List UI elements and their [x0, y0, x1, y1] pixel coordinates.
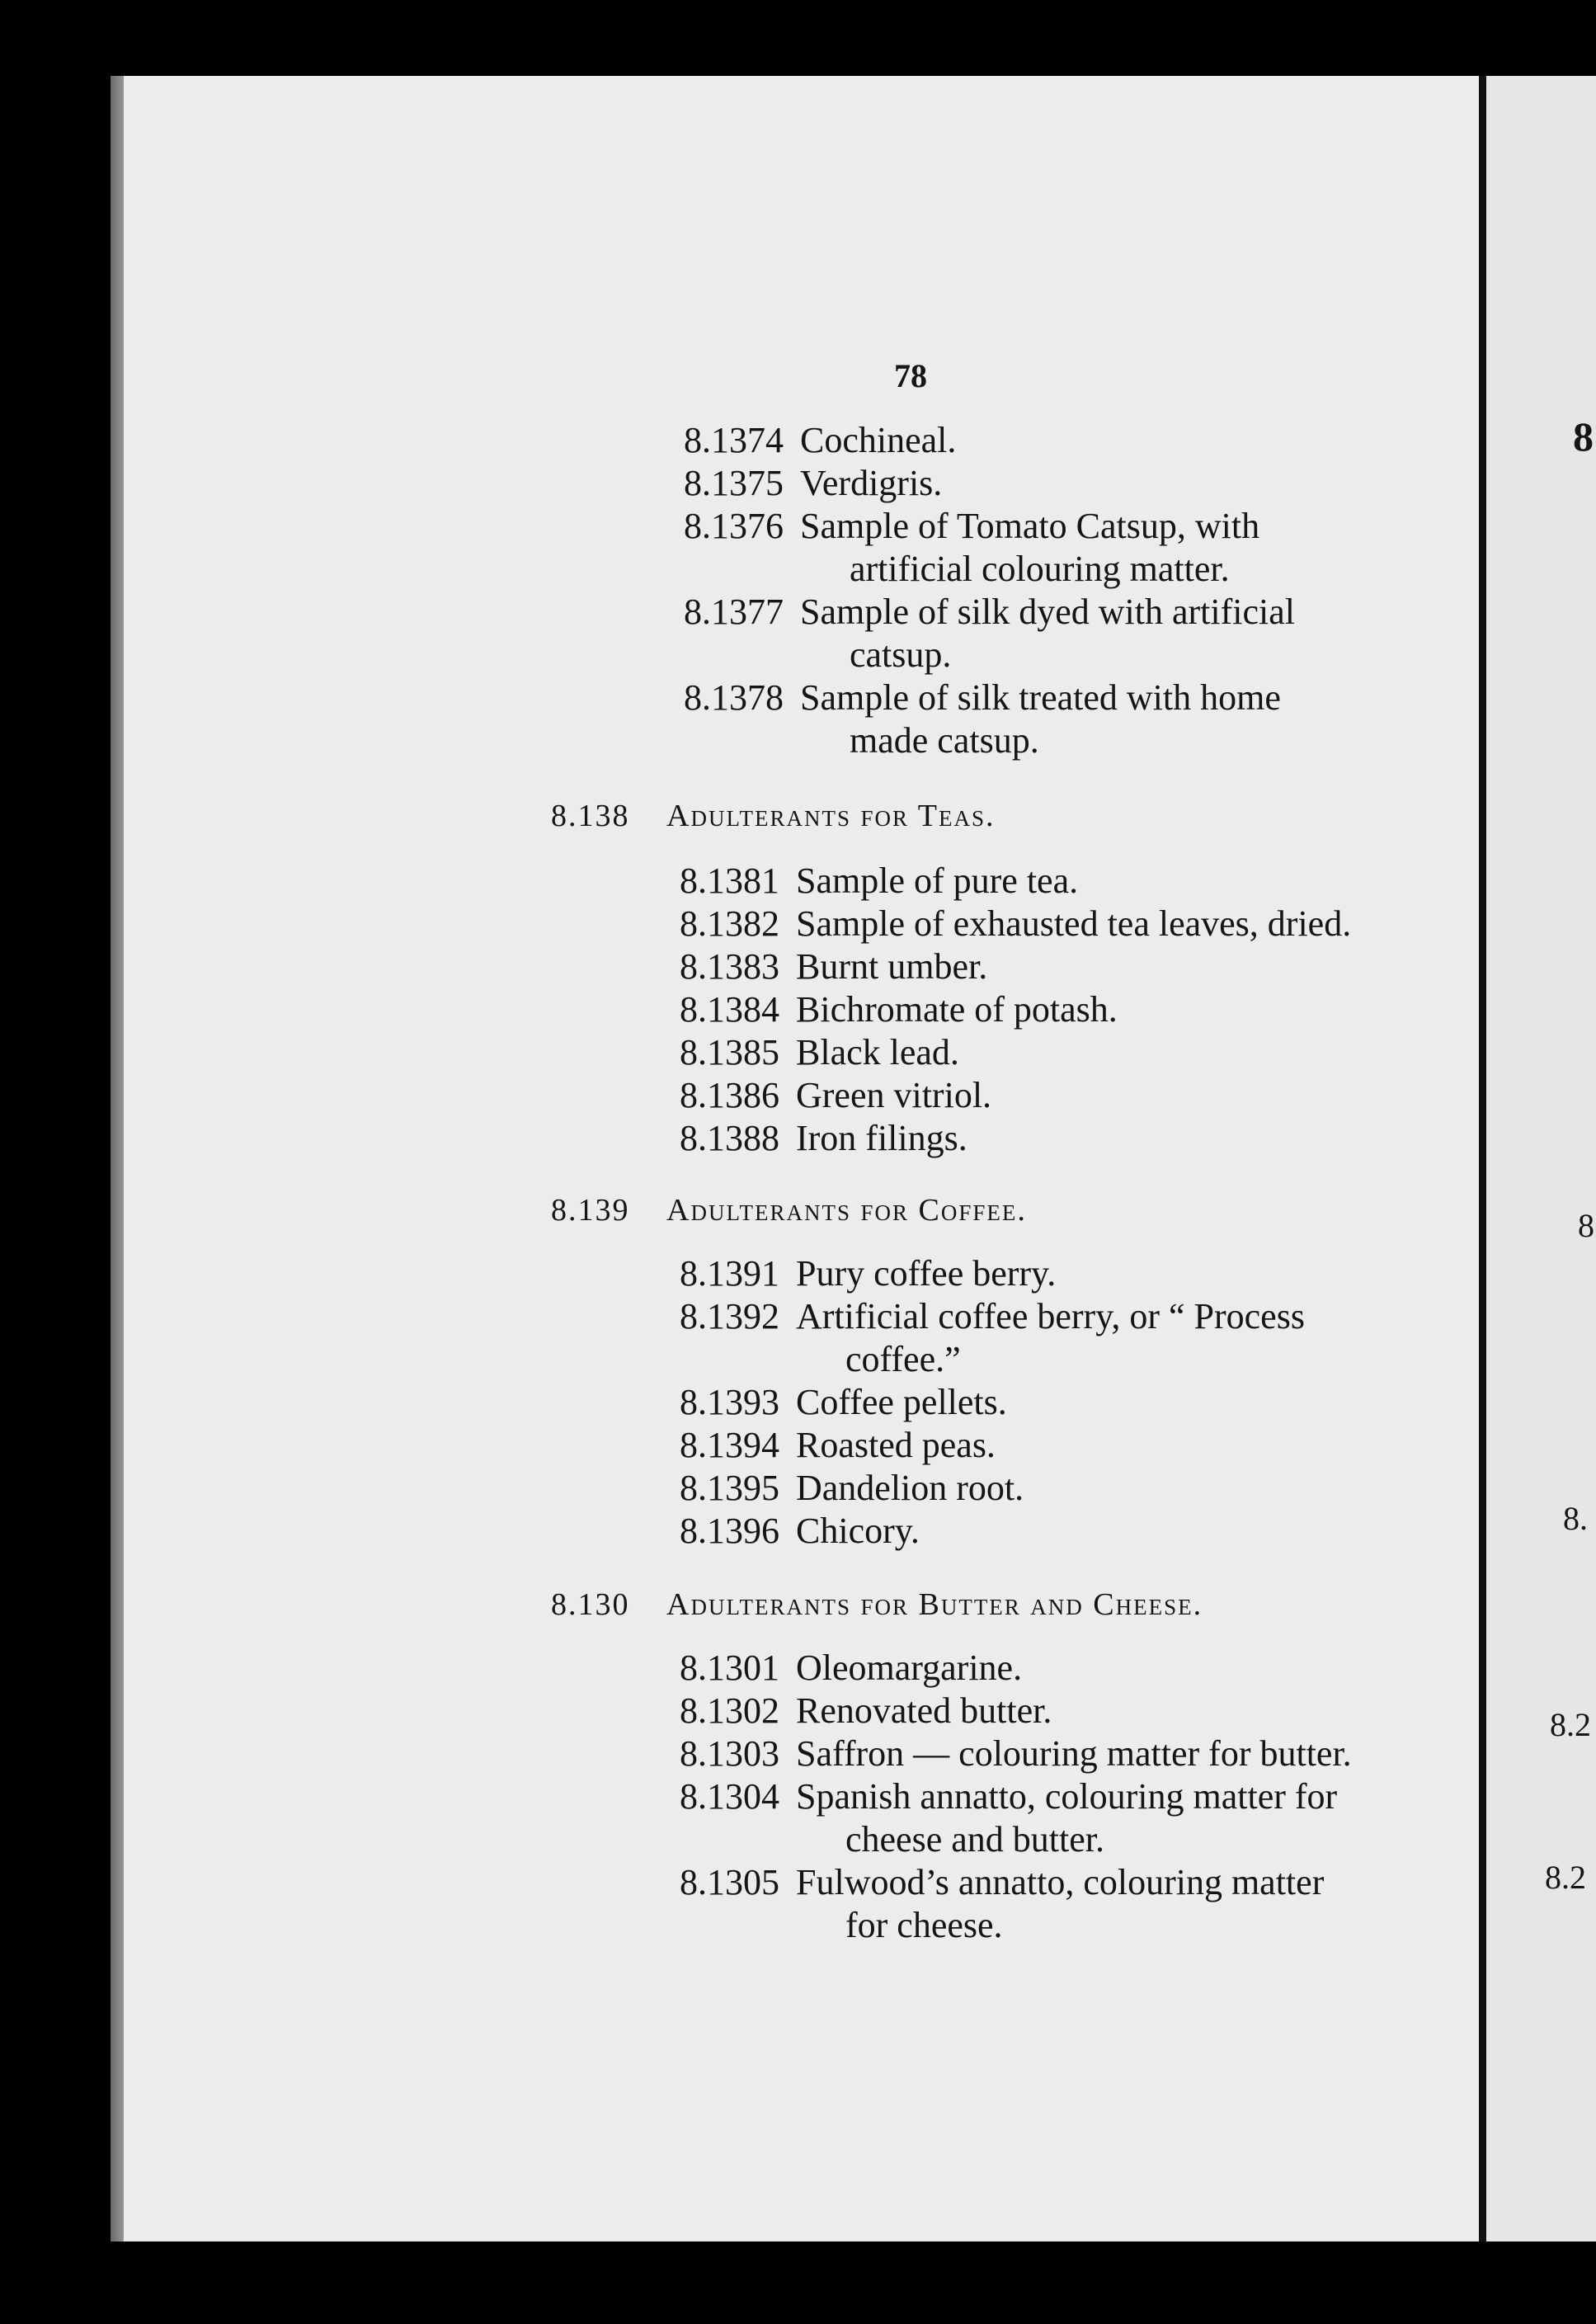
section-title: Adulterants for Teas. — [666, 799, 996, 833]
item-text: Artificial coffee berry, or “ Process — [796, 1296, 1305, 1336]
item-text-continued: artificial colouring matter. — [850, 549, 1230, 589]
section-title: Adulterants for Coffee. — [666, 1193, 1027, 1228]
item-number: 8.1381 — [680, 860, 779, 901]
item-text: Saffron — colouring matter for butter. — [796, 1733, 1352, 1774]
item-number: 8.1391 — [680, 1253, 779, 1294]
item-text: Roasted peas. — [796, 1425, 996, 1465]
item-text: Burnt umber. — [796, 946, 988, 987]
item-number: 8.1394 — [680, 1425, 779, 1465]
next-page-fragment: 8. — [1563, 1500, 1588, 1537]
item-text: Sample of pure tea. — [796, 860, 1079, 901]
item-number: 8.1382 — [680, 903, 779, 944]
item-number: 8.1378 — [684, 677, 784, 718]
item-text: Sample of silk treated with home — [800, 677, 1281, 718]
item-text: Renovated butter. — [796, 1690, 1052, 1731]
item-number: 8.1302 — [680, 1690, 779, 1731]
next-page-fragment: 8 — [1578, 1207, 1594, 1244]
item-text: Coffee pellets. — [796, 1382, 1007, 1422]
item-text: Dandelion root. — [796, 1468, 1024, 1508]
item-number: 8.1303 — [680, 1733, 779, 1774]
item-text: Iron filings. — [796, 1118, 967, 1158]
section-title: Adulterants for Butter and Cheese. — [666, 1587, 1203, 1622]
item-text-continued: coffee.” — [845, 1339, 961, 1379]
section-heading — [551, 797, 996, 835]
section-heading — [551, 1191, 1027, 1229]
item-number: 8.1386 — [680, 1075, 779, 1115]
item-text: Green vitriol. — [796, 1075, 992, 1115]
item-text: Bichromate of potash. — [796, 989, 1118, 1030]
item-text: Chicory. — [796, 1511, 920, 1551]
item-text: Sample of silk dyed with artificial — [800, 592, 1295, 632]
next-page-edge — [1487, 76, 1596, 2242]
section-number: 8.130 — [551, 1587, 630, 1622]
section-number: 8.139 — [551, 1193, 630, 1228]
section-heading — [551, 1586, 1203, 1624]
item-text: Verdigris. — [800, 463, 943, 503]
page-gutter — [1479, 76, 1486, 2242]
item-number: 8.1388 — [680, 1118, 779, 1158]
item-number: 8.1377 — [684, 592, 784, 632]
item-text-continued: catsup. — [850, 634, 952, 675]
item-number: 8.1305 — [680, 1862, 779, 1902]
item-text: Black lead. — [796, 1032, 959, 1072]
item-number: 8.1376 — [684, 506, 784, 546]
item-number: 8.1383 — [680, 946, 779, 987]
item-number: 8.1384 — [680, 989, 779, 1030]
item-number: 8.1374 — [684, 420, 784, 460]
item-number: 8.1301 — [680, 1648, 779, 1688]
item-text-continued: for cheese. — [845, 1905, 1003, 1945]
item-text: Oleomargarine. — [796, 1648, 1023, 1688]
item-text: Sample of Tomato Catsup, with — [800, 506, 1260, 546]
item-text: Cochineal. — [800, 420, 957, 460]
item-text: Pury coffee berry. — [796, 1253, 1057, 1294]
next-page-fragment: 8.2 — [1545, 1859, 1586, 1896]
item-text: Fulwood’s annatto, colouring matter — [796, 1862, 1325, 1902]
item-number: 8.1396 — [680, 1511, 779, 1551]
item-text-continued: cheese and butter. — [845, 1819, 1104, 1860]
item-number: 8.1395 — [680, 1468, 779, 1508]
item-number: 8.1375 — [684, 463, 784, 503]
item-number: 8.1392 — [680, 1296, 779, 1336]
section-number: 8.138 — [551, 799, 630, 833]
item-number: 8.1385 — [680, 1032, 779, 1072]
item-number: 8.1304 — [680, 1776, 779, 1817]
next-page-fragment: 8.2 — [1550, 1706, 1591, 1743]
item-text-continued: made catsup. — [850, 720, 1039, 761]
item-number: 8.1393 — [680, 1382, 779, 1422]
page-number: 78 — [894, 357, 927, 394]
item-text: Sample of exhausted tea leaves, dried. — [796, 903, 1352, 944]
next-page-fragment: 8 — [1573, 413, 1594, 460]
item-text: Spanish annatto, colouring matter for — [796, 1776, 1338, 1817]
